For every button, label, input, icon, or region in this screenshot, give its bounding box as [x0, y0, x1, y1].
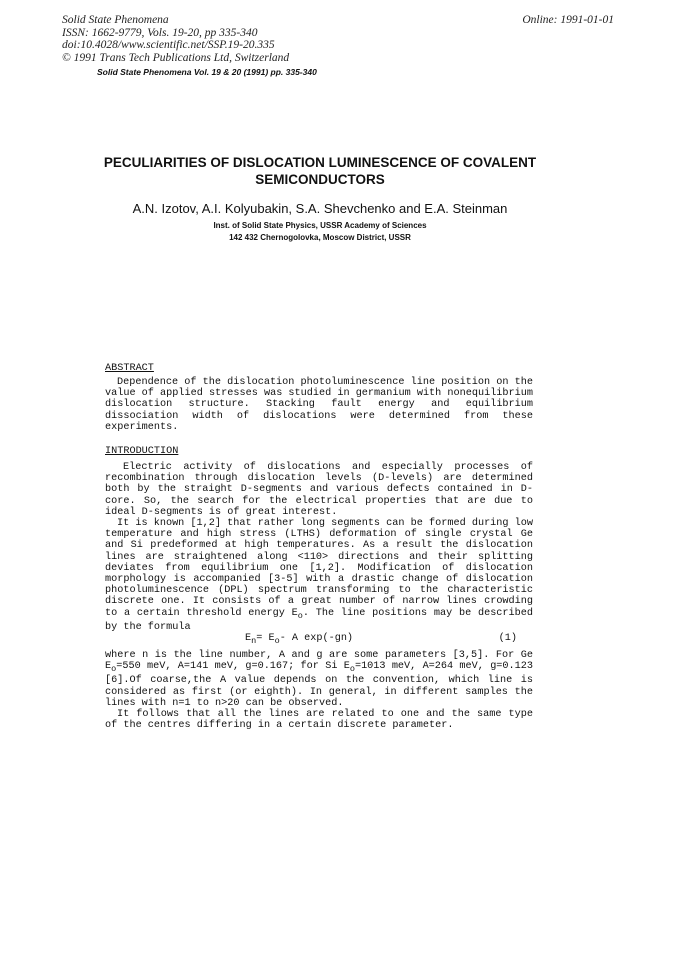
- journal-reference: Solid State Phenomena Vol. 19 & 20 (1991) pp. 335-340: [97, 67, 317, 77]
- journal-name: Solid State Phenomena: [62, 14, 169, 26]
- paper-title: [100, 154, 540, 188]
- intro-paragraph-3-c: =1013 meV, A=264 meV, g=0.123 [6].Of coarse,the A value depends on the convention, which line is considered as first (or eighth). In general, in different samples the lines with n=1 to n>20 can be observed.: [105, 661, 533, 709]
- affiliation-line-1: Inst. of Solid State Physics, USSR Academy of Sciences: [213, 221, 427, 230]
- formula-1: [105, 633, 533, 647]
- equation-number: (1): [498, 633, 517, 644]
- abstract-text: Dependence of the dislocation photoluminescence line position on the value of applied stresses was studied in germanium with nonequilibrium dislocation structure. Stacking fault energy and equilibrium dissociation width of dislocations were determined from these experiments.: [105, 377, 533, 433]
- introduction-body: [105, 462, 533, 633]
- formula-rest: - A exp(-gn): [279, 633, 354, 644]
- introduction-heading: INTRODUCTION: [105, 446, 179, 457]
- citation-block: [62, 14, 289, 64]
- introduction-continued: [105, 650, 533, 731]
- intro-paragraph-2-text: It is known [1,2] that rather long segments can be formed during low temperature and high stress (LTHS) deformation of single crystal Ge and Si predeformed at high temperatures. As a result the dislocation lines are straightened along <110> directions and their splitting deviates from equilibrium one [1,2]. Modification of dislocation morphology is accompanied [3-5] with a drastic change of dislocation photoluminescence (DPL) spectrum transforming to the characteristic discrete one. It consists of a great number of narrow lines crowding to a certain threshold energy E: [105, 518, 533, 619]
- affiliation-line-2: 142 432 Chernogolovka, Moscow District, USSR: [229, 232, 411, 242]
- title-line-1: PECULIARITIES OF DISLOCATION LUMINESCENCE OF COVALENT: [103, 155, 537, 170]
- subscript-o-si: o: [349, 664, 355, 675]
- intro-paragraph-3-a: where n is the line number, A and g are some parameters [3,5]. For Ge E: [105, 650, 533, 673]
- intro-paragraph-2: [105, 518, 533, 633]
- intro-paragraph-3-b: =550 meV, A=141 meV, g=0.167; for Si E: [116, 661, 350, 673]
- subscript-o: o: [297, 610, 303, 621]
- intro-paragraph-1: Electric activity of dislocations and especially processes of recombination through dislocation levels (D-levels) are determined both by the straight D-segments and various defects contained in D-core. So, the search for the electrical properties that are due to ideal D-segments is of great interest.: [105, 462, 533, 518]
- subscript-o-ge: o: [111, 664, 117, 675]
- formula-e: E: [245, 633, 252, 644]
- issn-line: ISSN: 1662-9779, Vols. 19-20, pp 335-340: [62, 26, 258, 39]
- intro-paragraph-3: [105, 650, 533, 709]
- author-list: A.N. Izotov, A.I. Kolyubakin, S.A. Shevchenko and E.A. Steinman: [132, 201, 508, 216]
- formula-mid: = E: [256, 633, 275, 644]
- doi-line: doi:10.4028/www.scientific.net/SSP.19-20.335: [62, 39, 275, 51]
- online-date: Online: 1991-01-01: [522, 14, 614, 26]
- formula-sub-n: n: [251, 636, 257, 647]
- title-line-2: SEMICONDUCTORS: [255, 172, 385, 187]
- abstract-heading: ABSTRACT: [105, 363, 154, 374]
- copyright-line: © 1991 Trans Tech Publications Ltd, Switzerland: [62, 51, 290, 64]
- affiliation: [100, 220, 540, 243]
- intro-paragraph-2-end: . The line positions may be described by the formula: [105, 607, 533, 633]
- formula-sub-o: o: [274, 636, 280, 647]
- abstract-body: [105, 377, 533, 433]
- intro-paragraph-4: It follows that all the lines are related to one and the same type of the centres differing in a certain discrete parameter.: [105, 709, 533, 732]
- formula-expression: [245, 633, 353, 646]
